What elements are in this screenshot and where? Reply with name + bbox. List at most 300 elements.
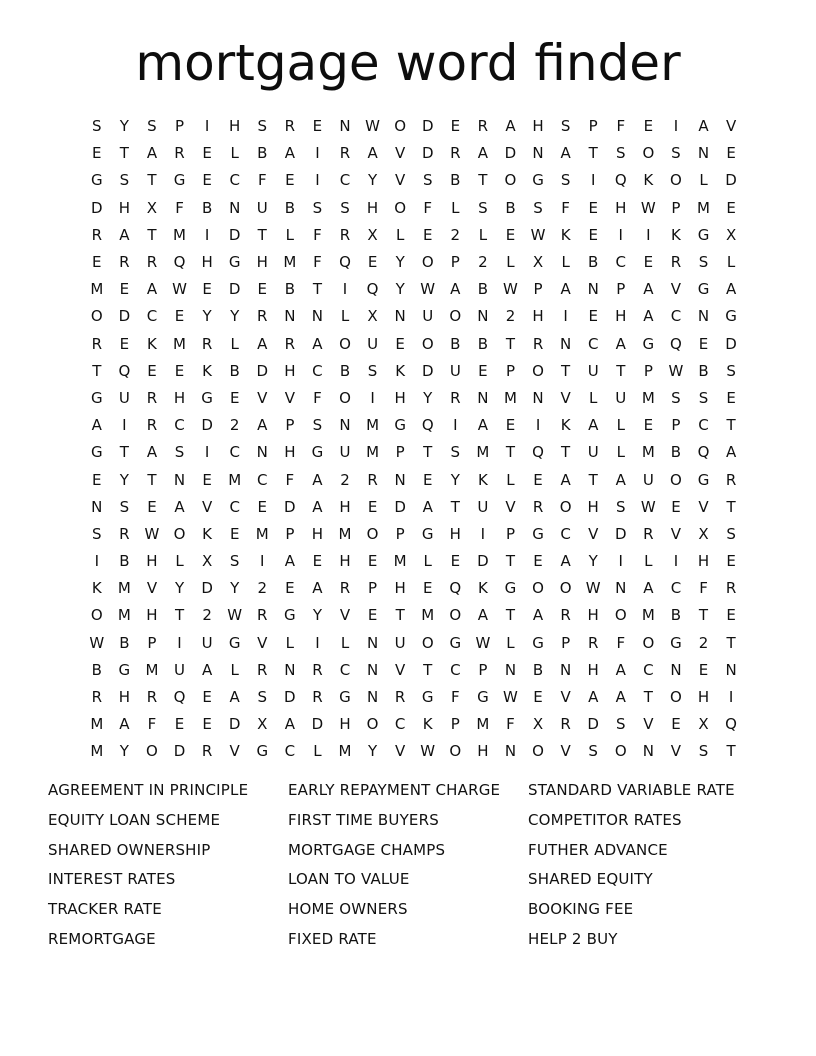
grid-cell[interactable]: P <box>643 361 653 380</box>
grid-cell[interactable]: T <box>312 280 322 299</box>
grid-cell[interactable]: H <box>615 198 627 217</box>
grid-cell[interactable]: E <box>229 388 240 407</box>
grid-cell[interactable]: F <box>506 715 515 734</box>
grid-cell[interactable]: W <box>640 198 656 217</box>
grid-cell[interactable]: M <box>697 198 710 217</box>
grid-cell[interactable]: A <box>174 497 185 516</box>
grid-cell[interactable]: A <box>643 579 654 598</box>
grid-cell[interactable]: U <box>367 334 379 353</box>
grid-cell[interactable]: A <box>284 715 295 734</box>
grid-cell[interactable]: E <box>450 552 461 571</box>
grid-cell[interactable]: E <box>533 552 543 571</box>
grid-cell[interactable]: A <box>477 416 489 435</box>
grid-cell[interactable]: O <box>366 715 379 734</box>
grid-cell[interactable]: S <box>671 388 681 407</box>
grid-cell[interactable]: H <box>532 307 544 326</box>
grid-cell[interactable]: B <box>119 552 130 571</box>
grid-cell[interactable]: X <box>257 715 268 734</box>
grid-cell[interactable]: A <box>560 280 571 299</box>
grid-cell[interactable]: S <box>312 198 323 217</box>
grid-cell[interactable]: I <box>673 552 679 571</box>
grid-cell[interactable]: N <box>504 742 517 761</box>
grid-cell[interactable]: K <box>202 361 213 380</box>
grid-cell[interactable]: A <box>284 552 295 571</box>
grid-cell[interactable]: X <box>146 198 158 217</box>
grid-cell[interactable]: E <box>588 225 598 244</box>
grid-cell[interactable]: M <box>641 606 655 625</box>
grid-cell[interactable]: C <box>339 660 351 679</box>
grid-cell[interactable]: V <box>395 171 406 190</box>
grid-cell[interactable]: O <box>614 606 627 625</box>
grid-cell[interactable]: G <box>532 171 544 190</box>
grid-cell[interactable]: V <box>201 497 213 516</box>
grid-cell[interactable]: D <box>256 361 269 380</box>
grid-cell[interactable]: U <box>339 443 351 462</box>
grid-cell[interactable]: L <box>616 443 625 462</box>
grid-cell[interactable]: F <box>257 171 267 190</box>
grid-cell[interactable]: W <box>585 579 601 598</box>
grid-cell[interactable]: H <box>284 443 296 462</box>
grid-cell[interactable]: R <box>91 688 102 707</box>
grid-cell[interactable]: F <box>450 688 460 707</box>
grid-cell[interactable]: D <box>614 524 627 543</box>
grid-cell[interactable]: V <box>643 715 654 734</box>
grid-cell[interactable]: W <box>530 225 546 244</box>
grid-cell[interactable]: E <box>119 334 130 353</box>
grid-cell[interactable]: L <box>478 225 488 244</box>
grid-cell[interactable]: H <box>339 552 351 571</box>
grid-cell[interactable]: Y <box>119 742 129 761</box>
grid-cell[interactable]: B <box>284 280 295 299</box>
grid-cell[interactable]: 2 <box>450 225 461 244</box>
grid-cell[interactable]: E <box>505 225 516 244</box>
grid-cell[interactable]: R <box>312 660 323 679</box>
grid-cell[interactable]: W <box>89 633 105 652</box>
grid-cell[interactable]: E <box>671 715 681 734</box>
grid-cell[interactable]: Q <box>339 253 351 272</box>
grid-cell[interactable]: A <box>615 688 626 707</box>
grid-cell[interactable]: F <box>561 198 570 217</box>
grid-cell[interactable]: A <box>477 606 489 625</box>
grid-cell[interactable]: R <box>146 253 158 272</box>
grid-cell[interactable]: W <box>420 742 436 761</box>
grid-cell[interactable]: K <box>671 225 681 244</box>
grid-cell[interactable]: R <box>532 497 544 516</box>
grid-cell[interactable]: B <box>532 660 544 679</box>
grid-cell[interactable]: I <box>728 688 734 707</box>
grid-cell[interactable]: A <box>367 144 378 163</box>
grid-cell[interactable]: V <box>670 524 682 543</box>
grid-cell[interactable]: N <box>366 688 379 707</box>
grid-cell[interactable]: W <box>144 524 160 543</box>
grid-cell[interactable]: D <box>91 198 103 217</box>
grid-cell[interactable]: T <box>147 470 157 489</box>
grid-cell[interactable]: T <box>92 361 102 380</box>
grid-cell[interactable]: A <box>146 144 158 163</box>
grid-cell[interactable]: T <box>588 144 598 163</box>
grid-cell[interactable]: L <box>726 253 736 272</box>
grid-cell[interactable]: L <box>340 633 350 652</box>
grid-cell[interactable]: I <box>315 171 320 190</box>
grid-cell[interactable]: H <box>615 307 627 326</box>
grid-cell[interactable]: Y <box>395 280 405 299</box>
grid-cell[interactable]: A <box>532 606 544 625</box>
grid-cell[interactable]: O <box>449 307 462 326</box>
grid-cell[interactable]: R <box>560 715 571 734</box>
grid-cell[interactable]: E <box>92 253 102 272</box>
grid-cell[interactable]: R <box>339 144 351 163</box>
grid-cell[interactable]: O <box>449 742 462 761</box>
grid-cell[interactable]: 2 <box>478 253 488 272</box>
grid-cell[interactable]: I <box>563 307 568 326</box>
grid-cell[interactable]: G <box>201 388 213 407</box>
grid-cell[interactable]: I <box>204 225 210 244</box>
grid-cell[interactable]: O <box>173 524 186 543</box>
grid-cell[interactable]: A <box>450 280 461 299</box>
grid-cell[interactable]: I <box>590 171 596 190</box>
grid-cell[interactable]: Q <box>173 688 186 707</box>
grid-cell[interactable]: G <box>311 443 324 462</box>
grid-cell[interactable]: S <box>340 198 350 217</box>
grid-cell[interactable]: T <box>505 552 516 571</box>
grid-cell[interactable]: E <box>422 470 433 489</box>
grid-cell[interactable]: 2 <box>340 470 350 489</box>
grid-cell[interactable]: M <box>393 552 407 571</box>
grid-cell[interactable]: G <box>256 742 269 761</box>
grid-cell[interactable]: G <box>725 307 737 326</box>
grid-cell[interactable]: I <box>260 552 265 571</box>
grid-cell[interactable]: S <box>533 198 543 217</box>
grid-cell[interactable]: M <box>338 742 352 761</box>
grid-cell[interactable]: N <box>173 470 186 489</box>
grid-cell[interactable]: C <box>670 307 682 326</box>
grid-cell[interactable]: F <box>285 470 295 489</box>
grid-cell[interactable]: H <box>587 497 599 516</box>
grid-cell[interactable]: X <box>367 225 378 244</box>
grid-cell[interactable]: L <box>230 660 239 679</box>
grid-cell[interactable]: T <box>423 443 433 462</box>
grid-cell[interactable]: N <box>670 660 682 679</box>
grid-cell[interactable]: R <box>146 416 158 435</box>
grid-cell[interactable]: N <box>394 307 406 326</box>
grid-cell[interactable]: E <box>367 253 378 272</box>
grid-cell[interactable]: 2 <box>698 633 709 652</box>
grid-cell[interactable]: N <box>256 443 268 462</box>
grid-cell[interactable]: E <box>450 117 461 136</box>
grid-cell[interactable]: G <box>449 633 462 652</box>
grid-cell[interactable]: N <box>339 117 351 136</box>
grid-cell[interactable]: S <box>698 742 709 761</box>
grid-cell[interactable]: E <box>726 144 736 163</box>
grid-cell[interactable]: S <box>698 388 709 407</box>
grid-cell[interactable]: P <box>588 117 598 136</box>
grid-cell[interactable]: M <box>366 443 380 462</box>
grid-cell[interactable]: T <box>119 443 129 462</box>
grid-cell[interactable]: 2 <box>229 416 240 435</box>
grid-cell[interactable]: A <box>725 280 737 299</box>
grid-cell[interactable]: H <box>449 524 461 543</box>
grid-cell[interactable]: E <box>147 497 157 516</box>
grid-cell[interactable]: X <box>725 225 737 244</box>
grid-cell[interactable]: N <box>91 497 103 516</box>
grid-cell[interactable]: B <box>257 144 268 163</box>
grid-cell[interactable]: I <box>453 416 458 435</box>
grid-cell[interactable]: V <box>395 144 406 163</box>
grid-cell[interactable]: V <box>560 688 571 707</box>
grid-cell[interactable]: R <box>91 334 102 353</box>
grid-cell[interactable]: O <box>642 144 655 163</box>
grid-cell[interactable]: S <box>367 361 378 380</box>
grid-cell[interactable]: L <box>423 552 432 571</box>
grid-cell[interactable]: Q <box>532 443 544 462</box>
grid-cell[interactable]: E <box>119 280 130 299</box>
grid-cell[interactable]: P <box>561 633 571 652</box>
grid-cell[interactable]: B <box>201 198 213 217</box>
grid-cell[interactable]: V <box>560 742 571 761</box>
grid-cell[interactable]: G <box>339 688 351 707</box>
grid-cell[interactable]: 2 <box>505 307 516 326</box>
grid-cell[interactable]: H <box>201 253 213 272</box>
grid-cell[interactable]: B <box>450 171 461 190</box>
grid-cell[interactable]: K <box>560 225 571 244</box>
grid-cell[interactable]: A <box>615 660 626 679</box>
grid-cell[interactable]: R <box>725 579 737 598</box>
grid-cell[interactable]: Q <box>449 579 462 598</box>
grid-cell[interactable]: M <box>90 742 104 761</box>
grid-cell[interactable]: S <box>726 361 736 380</box>
grid-cell[interactable]: F <box>313 253 322 272</box>
grid-cell[interactable]: V <box>339 606 351 625</box>
grid-cell[interactable]: P <box>368 579 378 598</box>
grid-cell[interactable]: U <box>422 307 434 326</box>
grid-cell[interactable]: K <box>395 361 406 380</box>
grid-cell[interactable]: F <box>175 198 184 217</box>
grid-cell[interactable]: D <box>118 307 131 326</box>
grid-cell[interactable]: T <box>423 660 433 679</box>
grid-cell[interactable]: D <box>284 497 296 516</box>
grid-cell[interactable]: H <box>366 198 379 217</box>
grid-cell[interactable]: R <box>284 334 296 353</box>
grid-cell[interactable]: X <box>532 715 544 734</box>
grid-cell[interactable]: O <box>90 606 103 625</box>
grid-cell[interactable]: V <box>395 660 406 679</box>
grid-cell[interactable]: R <box>339 579 351 598</box>
grid-cell[interactable]: C <box>698 416 709 435</box>
grid-cell[interactable]: I <box>618 225 623 244</box>
grid-cell[interactable]: M <box>476 443 490 462</box>
grid-cell[interactable]: S <box>588 742 598 761</box>
grid-cell[interactable]: I <box>94 552 99 571</box>
grid-cell[interactable]: D <box>421 144 434 163</box>
grid-cell[interactable]: A <box>312 470 323 489</box>
grid-cell[interactable]: T <box>478 171 488 190</box>
grid-cell[interactable]: C <box>670 579 682 598</box>
grid-cell[interactable]: M <box>255 524 269 543</box>
grid-cell[interactable]: E <box>312 117 323 136</box>
grid-cell[interactable]: G <box>228 633 241 652</box>
grid-cell[interactable]: D <box>421 117 434 136</box>
grid-cell[interactable]: G <box>697 280 710 299</box>
grid-cell[interactable]: G <box>90 171 103 190</box>
grid-cell[interactable]: G <box>173 171 186 190</box>
grid-cell[interactable]: M <box>641 443 655 462</box>
grid-cell[interactable]: E <box>726 552 736 571</box>
grid-cell[interactable]: T <box>726 633 736 652</box>
grid-cell[interactable]: N <box>504 660 517 679</box>
grid-cell[interactable]: A <box>229 688 240 707</box>
grid-cell[interactable]: E <box>726 198 736 217</box>
grid-cell[interactable]: S <box>92 524 102 543</box>
grid-cell[interactable]: O <box>366 524 379 543</box>
grid-cell[interactable]: V <box>257 633 268 652</box>
grid-cell[interactable]: H <box>173 388 186 407</box>
grid-cell[interactable]: Q <box>614 171 627 190</box>
grid-cell[interactable]: V <box>146 579 158 598</box>
grid-cell[interactable]: V <box>698 497 709 516</box>
grid-cell[interactable]: T <box>643 688 653 707</box>
grid-cell[interactable]: T <box>257 225 267 244</box>
grid-cell[interactable]: Y <box>450 470 460 489</box>
grid-cell[interactable]: H <box>284 361 296 380</box>
grid-cell[interactable]: A <box>505 117 516 136</box>
grid-cell[interactable]: V <box>725 117 737 136</box>
grid-cell[interactable]: A <box>312 497 323 516</box>
grid-cell[interactable]: C <box>339 171 351 190</box>
grid-cell[interactable]: S <box>671 144 681 163</box>
grid-cell[interactable]: P <box>395 443 405 462</box>
grid-cell[interactable]: L <box>589 388 598 407</box>
grid-cell[interactable]: H <box>118 688 130 707</box>
grid-cell[interactable]: R <box>201 742 213 761</box>
grid-cell[interactable]: G <box>532 524 544 543</box>
grid-cell[interactable]: S <box>560 117 571 136</box>
grid-cell[interactable]: P <box>671 198 681 217</box>
grid-cell[interactable]: P <box>285 416 295 435</box>
grid-cell[interactable]: P <box>395 524 405 543</box>
grid-cell[interactable]: S <box>616 144 626 163</box>
grid-cell[interactable]: R <box>119 253 130 272</box>
grid-cell[interactable]: R <box>450 388 461 407</box>
grid-cell[interactable]: D <box>504 144 517 163</box>
grid-cell[interactable]: U <box>394 633 406 652</box>
grid-cell[interactable]: K <box>147 334 157 353</box>
grid-cell[interactable]: S <box>478 198 488 217</box>
grid-cell[interactable]: C <box>146 307 158 326</box>
grid-cell[interactable]: E <box>174 715 185 734</box>
grid-cell[interactable]: M <box>145 660 159 679</box>
grid-cell[interactable]: Y <box>119 470 129 489</box>
grid-cell[interactable]: T <box>505 334 516 353</box>
grid-cell[interactable]: V <box>670 280 682 299</box>
grid-cell[interactable]: N <box>477 307 489 326</box>
grid-cell[interactable]: H <box>339 715 351 734</box>
grid-cell[interactable]: N <box>366 660 379 679</box>
grid-cell[interactable]: R <box>339 225 351 244</box>
grid-cell[interactable]: K <box>643 171 654 190</box>
grid-cell[interactable]: P <box>505 361 515 380</box>
grid-cell[interactable]: N <box>587 280 599 299</box>
grid-cell[interactable]: D <box>725 171 737 190</box>
grid-cell[interactable]: M <box>476 715 490 734</box>
grid-cell[interactable]: R <box>560 606 571 625</box>
grid-cell[interactable]: R <box>367 470 378 489</box>
grid-cell[interactable]: K <box>91 579 102 598</box>
grid-cell[interactable]: G <box>90 388 103 407</box>
grid-cell[interactable]: Y <box>367 742 378 761</box>
grid-cell[interactable]: U <box>118 388 130 407</box>
grid-cell[interactable]: O <box>670 171 682 190</box>
grid-cell[interactable]: O <box>394 198 407 217</box>
grid-cell[interactable]: Q <box>366 280 379 299</box>
grid-cell[interactable]: Q <box>118 361 131 380</box>
grid-cell[interactable]: G <box>504 579 517 598</box>
grid-cell[interactable]: N <box>284 307 296 326</box>
grid-cell[interactable]: G <box>477 688 489 707</box>
grid-cell[interactable]: E <box>92 144 102 163</box>
grid-cell[interactable]: B <box>229 361 240 380</box>
grid-cell[interactable]: H <box>146 606 158 625</box>
grid-cell[interactable]: I <box>204 117 210 136</box>
grid-cell[interactable]: W <box>420 280 436 299</box>
grid-cell[interactable]: L <box>340 307 350 326</box>
grid-cell[interactable]: E <box>202 715 212 734</box>
grid-cell[interactable]: E <box>257 497 267 516</box>
grid-cell[interactable]: B <box>119 633 130 652</box>
grid-cell[interactable]: R <box>532 334 544 353</box>
grid-cell[interactable]: M <box>338 524 352 543</box>
grid-cell[interactable]: A <box>257 334 268 353</box>
grid-cell[interactable]: H <box>394 579 406 598</box>
grid-cell[interactable]: H <box>339 497 351 516</box>
grid-cell[interactable]: C <box>284 742 296 761</box>
grid-cell[interactable]: R <box>725 470 737 489</box>
grid-cell[interactable]: O <box>421 253 434 272</box>
grid-cell[interactable]: R <box>477 117 489 136</box>
grid-cell[interactable]: U <box>587 361 599 380</box>
grid-cell[interactable]: E <box>257 280 267 299</box>
grid-cell[interactable]: L <box>230 144 239 163</box>
grid-cell[interactable]: O <box>339 334 351 353</box>
grid-cell[interactable]: M <box>117 579 131 598</box>
grid-cell[interactable]: P <box>616 280 626 299</box>
grid-cell[interactable]: D <box>421 361 434 380</box>
grid-cell[interactable]: C <box>394 715 406 734</box>
grid-cell[interactable]: G <box>228 253 241 272</box>
grid-cell[interactable]: N <box>311 307 324 326</box>
grid-cell[interactable]: E <box>367 606 378 625</box>
grid-cell[interactable]: M <box>641 388 655 407</box>
grid-cell[interactable]: A <box>725 443 737 462</box>
grid-cell[interactable]: N <box>284 660 296 679</box>
grid-cell[interactable]: D <box>311 715 324 734</box>
grid-cell[interactable]: D <box>201 416 213 435</box>
grid-cell[interactable]: M <box>117 606 131 625</box>
grid-cell[interactable]: G <box>421 524 434 543</box>
grid-cell[interactable]: K <box>560 416 571 435</box>
grid-cell[interactable]: M <box>228 470 242 489</box>
grid-cell[interactable]: E <box>533 470 543 489</box>
grid-cell[interactable]: E <box>422 579 433 598</box>
grid-cell[interactable]: R <box>312 688 323 707</box>
grid-cell[interactable]: X <box>698 524 709 543</box>
grid-cell[interactable]: A <box>588 416 599 435</box>
grid-cell[interactable]: A <box>560 470 571 489</box>
grid-cell[interactable]: M <box>90 715 104 734</box>
grid-cell[interactable]: S <box>174 443 185 462</box>
grid-cell[interactable]: I <box>315 633 320 652</box>
grid-cell[interactable]: R <box>174 144 185 163</box>
grid-cell[interactable]: T <box>726 742 736 761</box>
